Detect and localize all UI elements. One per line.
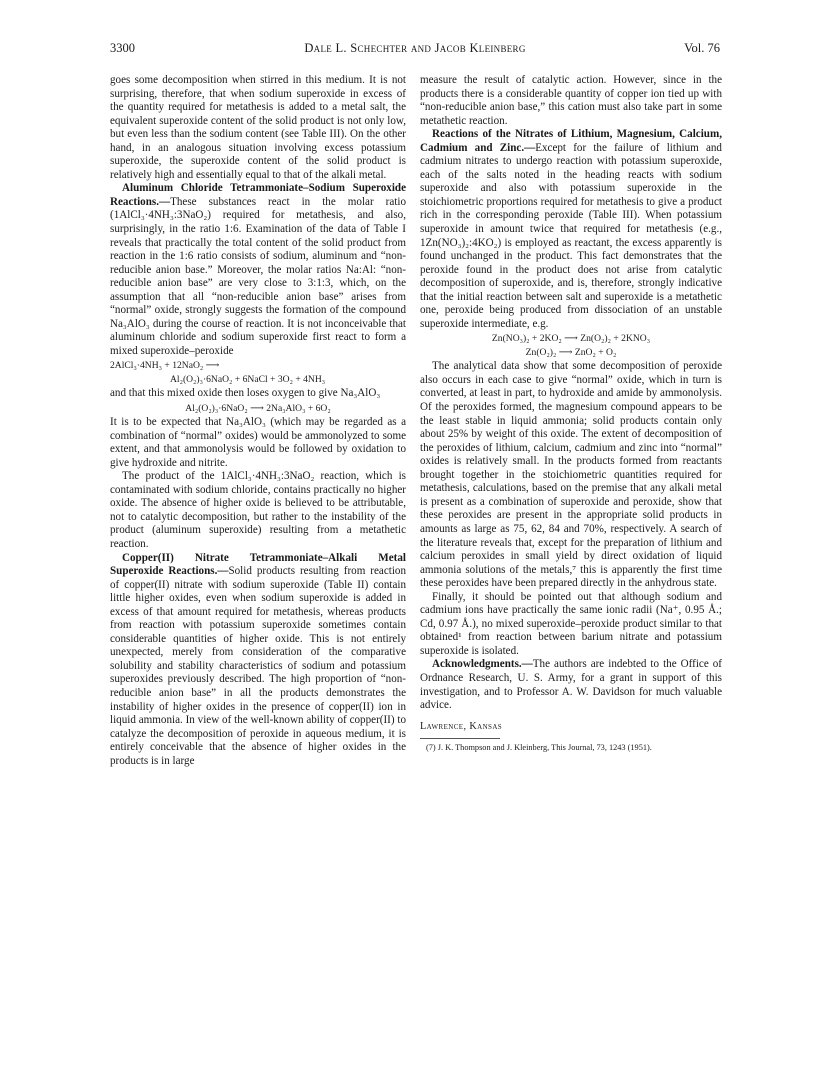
paragraph: measure the result of catalytic action. However, since in the products there is a considerable quantity of copper ion tied up with “non-reducible anion base,” this cation must also take part in some metathetic reaction. <box>420 74 722 127</box>
paragraph <box>110 552 406 769</box>
right-column <box>420 74 722 753</box>
volume-label: Vol. 76 <box>684 41 720 55</box>
equation: Zn(O₂)₂ ⟶ ZnO₂ + O₂ <box>525 347 617 359</box>
paragraph: The product of the 1AlCl₃·4NH₃:3NaO₂ reaction, which is contaminated with sodium chloride, contains practically no higher oxide. The absence of higher oxide is believed to be attributable, not to catalytic decomposition, but rather to the instability of the product (aluminum superoxide) resulting from a metathetic reaction. <box>110 470 406 550</box>
running-title: Dale L. Schechter and Jacob Kleinberg <box>304 41 526 55</box>
paragraph <box>110 182 406 358</box>
footnote: (7) J. K. Thompson and J. Kleinberg, This Journal, 73, 1243 (1951). <box>426 743 652 753</box>
paragraph-text: These substances react in the molar ratio (1AlCl₃·4NH₃:3NaO₂) required for metathesis, and also, surprisingly, in the ratio 1:6. Examination of the data of Table I reveals that practically the total content of the solid product from reaction in the 1:6 ratio consists of sodium, aluminum and “non-reducible anion base.” Moreover, the molar ratios Na:Al: “non-reducible anion base” are very close to 3:1:3, which, on the assumption that all “non-reducible anion base” arises from “normal” oxide, strongly suggests the formation of the compound Na₃AlO₃ during the course of reaction. It is not inconceivable that aluminum chloride and sodium superoxide first react to form a mixed superoxide–peroxide <box>110 195 406 357</box>
paragraph <box>420 658 722 712</box>
paragraph-text: Except for the failure of lithium and cadmium nitrates to undergo reaction with potassium superoxide, each of the salts noted in the heading reacts with sodium superoxide and also with potassium superoxide in the stoichiometric proportions required for metathesis to give a product rich in the corresponding peroxide (Table III). When potassium superoxide in amount twice that required for metathesis (e.g., 1Zn(NO₃)₂:4KO₂) is employed as reactant, the excess apparently is found unchanged in the product. This fact demonstrates that the peroxide found in the product does not arise from catalytic decomposition of superoxide, and is, therefore, strongly indicative that the initial reaction between salt and superoxide is a metathetic one, peroxide being produced from dissociation of an unstable superoxide intermediate, e.g. <box>420 141 722 330</box>
page-number: 3300 <box>110 41 135 55</box>
footnote-divider <box>420 738 500 739</box>
paragraph-text: The authors are indebted to the Office of Ordnance Research, U. S. Army, for a grant in support of this investigation, and to Professor A. W. Davidson for much valuable advice. <box>420 658 722 712</box>
equation: Zn(NO₃)₂ + 2KO₂ ⟶ Zn(O₂)₂ + 2KNO₃ <box>491 333 651 345</box>
paragraph: and that this mixed oxide then loses oxygen to give Na₃AlO₃ <box>110 387 381 400</box>
paragraph: Finally, it should be pointed out that although sodium and cadmium ions have practically the same ionic radii (Na⁺, 0.95 Å.; Cd, 0.97 Å.), no mixed superoxide–peroxide product similar to that obtained¹ from reaction between barium nitrate and potassium superoxide is isolated. <box>420 590 722 657</box>
section-heading: Copper(II) Nitrate Tetrammoniate–Alkali Metal Superoxide Reactions.— <box>110 551 406 578</box>
paragraph: It is to be expected that Na₃AlO₃ (which may be regarded as a combination of “normal” oxides) would be ammonolyzed to some extent, and that ammonolysis would be followed by oxidation to give hydroxide and nitrite. <box>110 416 406 469</box>
section-heading: Reactions of the Nitrates of Lithium, Magnesium, Calcium, Cadmium and Zinc.— <box>420 128 722 154</box>
page-header <box>110 41 720 59</box>
equation: Al₂(O₂)₃·6NaO₂ + 6NaCl + 3O₂ + 4NH₃ <box>170 374 326 386</box>
paragraph <box>420 128 722 331</box>
paragraph: goes some decomposition when stirred in this medium. It is not surprising, therefore, that when sodium superoxide in excess of the quantity required for metathesis is added to a metal salt, the equivalent superoxide content of the solid product is not only low, but even less than the sodium content (see Table III). On the other hand, in an analogous situation involving excess potassium superoxide, the superoxide content of the solid product is relatively high and essentially equal to that of the alkali metal. <box>110 74 406 181</box>
author-location: Lawrence, Kansas <box>420 720 503 732</box>
paragraph: The analytical data show that some decomposition of peroxide also occurs in each case to give “normal” oxide, which in turn is converted, at least in part, to hydroxide and amide by ammonolysis. Of the peroxides formed, the magnesium compound appears to be the least stable in liquid ammonia; solid products contain only about 25% by weight of this oxide. The extent of decomposition of the peroxides of lithium, calcium, cadmium and zinc into “normal” oxides is relatively small. In the products formed from reactants brought together in the stoichiometric quantities required for metathesis, calculations, based on the premise that any alkali metal is present as a combination of superoxide and peroxide, show that these peroxides are present in the appropriate solid products in amounts as large as 75, 62, 84 and 70%, respectively. A search of the literature reveals that, except for the preparation of lithium and calcium peroxides in small yield by direct oxidation of liquid ammonia solutions of the metals,⁷ this is apparently the first time these peroxides have been prepared directly in the anhydrous state. <box>420 360 722 590</box>
section-heading: Aluminum Chloride Tetrammoniate–Sodium Superoxide Reactions.— <box>110 182 406 208</box>
equation: Al₂(O₂)₃·6NaO₂ ⟶ 2Na₃AlO₃ + 6O₂ <box>185 403 331 415</box>
equation: 2AlCl₃·4NH₃ + 12NaO₂ ⟶ <box>110 360 220 372</box>
paragraph-text: Solid products resulting from reaction of copper(II) nitrate with sodium superoxide (Table II) contain little higher oxides, even when sodium superoxide is added in excess of that amount required for metathesis, whereas products from reaction with potassium superoxide sometimes contain considerable quantities of higher oxide. This is not entirely unexpected, merely from consideration of the comparative solubility and stability characteristics of sodium and potassium superoxides previously described. The high proportion of “non-reducible anion base” in all the products demonstrates the instability of higher oxides in the presence of copper(II) ion in liquid ammonia. In view of the well-known ability of copper(II) to catalyze the decomposition of peroxide in aqueous medium, it is entirely conceivable that the absence of higher oxides in the products is in large <box>110 565 406 767</box>
left-column <box>110 74 406 768</box>
section-heading: Acknowledgments.— <box>432 658 533 671</box>
